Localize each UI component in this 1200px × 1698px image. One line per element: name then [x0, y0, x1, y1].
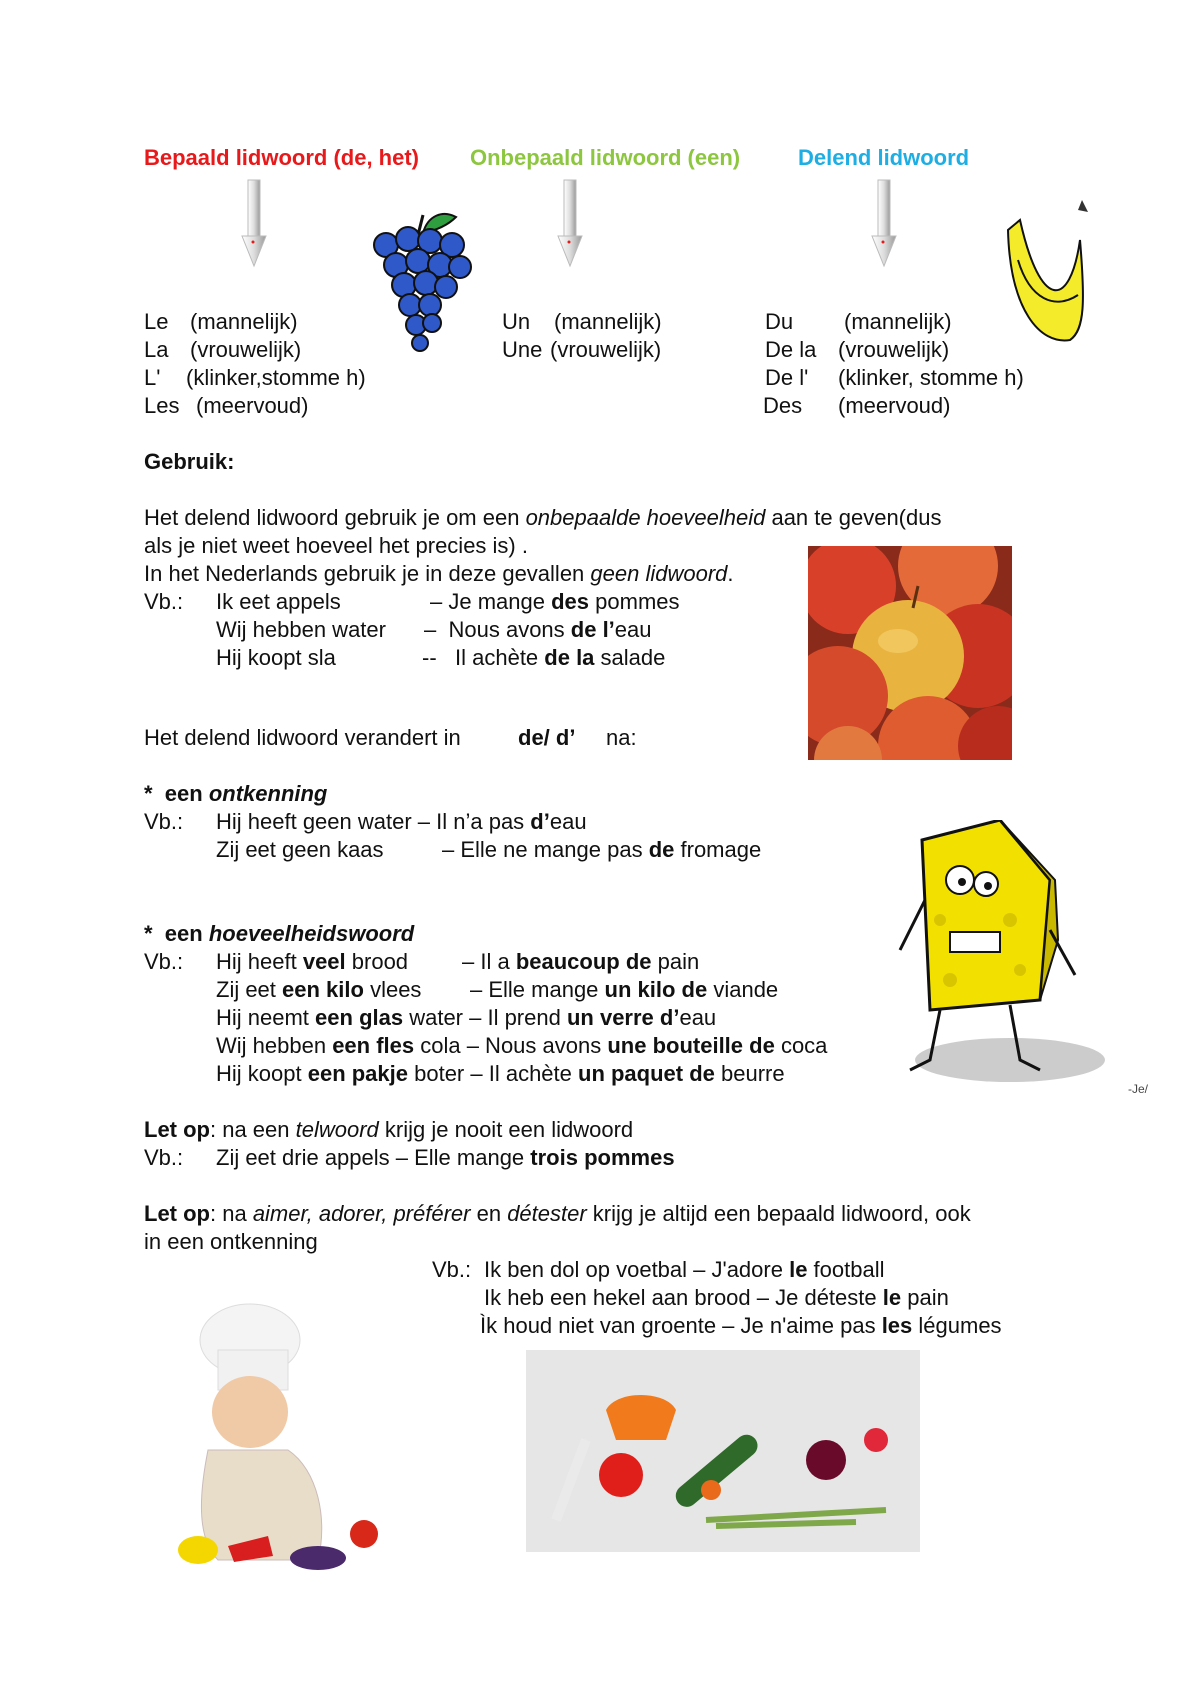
- definite-note: (vrouwelijk): [190, 337, 302, 362]
- definite-form: L': [144, 365, 161, 390]
- vegetables-image: [526, 1350, 920, 1552]
- down-arrow-icon: [556, 178, 586, 270]
- indefinite-form: Une: [502, 337, 543, 362]
- definite-form: Le: [144, 309, 169, 334]
- quantity-example-fr: – Elle mange un kilo de viande: [470, 977, 779, 1002]
- quantity-example: Zij eet een kilo vlees: [216, 977, 422, 1002]
- cheese-signature: -Je/: [1128, 1082, 1149, 1096]
- note-line: in een ontkenning: [144, 1229, 318, 1254]
- partitive-note: (klinker, stomme h): [838, 365, 1024, 390]
- quantity-example: Wij hebben een fles cola – Nous avons une bouteille de coca: [216, 1033, 828, 1058]
- example-nl: Wij hebben water: [216, 617, 386, 642]
- usage-line: als je niet weet hoeveel het precies is) .: [144, 533, 528, 558]
- example-fr: -- Il achète de la salade: [422, 645, 666, 670]
- down-arrow-icon: [870, 178, 900, 270]
- example-fr: – Je mange des pommes: [430, 589, 680, 614]
- partitive-note: (meervoud): [838, 393, 951, 418]
- definite-note: (mannelijk): [190, 309, 298, 334]
- negation-title: * een ontkenning: [144, 781, 328, 806]
- usage-title: Gebruik:: [144, 449, 235, 474]
- partitive-note: (mannelijk): [844, 309, 952, 334]
- quantity-example-fr: – Il a beaucoup de pain: [462, 949, 700, 974]
- quantity-example: Hij koopt een pakje boter – Il achète un paquet de beurre: [216, 1061, 785, 1086]
- negation-example: Hij heeft geen water – Il n’a pas d’eau: [216, 809, 587, 834]
- note-line: Let op: na een telwoord krijg je nooit een lidwoord: [144, 1117, 634, 1142]
- note-example: Zij eet drie appels – Elle mange trois pommes: [216, 1145, 675, 1170]
- partitive-form: De la: [765, 337, 817, 362]
- vb-label: Vb.:: [144, 589, 184, 614]
- indefinite-note: (mannelijk): [554, 309, 662, 334]
- negation-example: – Elle ne mange pas de fromage: [442, 837, 762, 862]
- example-nl: Ik eet appels: [216, 589, 341, 614]
- down-arrow-icon: [240, 178, 270, 270]
- note-example: Ik ben dol op voetbal – J'adore le football: [484, 1257, 885, 1282]
- change-article: de/ d’: [518, 725, 576, 750]
- heading-indefinite: Onbepaald lidwoord (een): [470, 145, 741, 170]
- indefinite-note: (vrouwelijk): [550, 337, 662, 362]
- banana-image: [1000, 200, 1090, 350]
- change-line: na:: [606, 725, 637, 750]
- vb-label: Vb.:: [144, 1145, 184, 1170]
- vb-label: Vb.:: [144, 809, 184, 834]
- grapes-image: [368, 205, 478, 355]
- heading-definite: Bepaald lidwoord (de, het): [144, 145, 420, 170]
- usage-line: In het Nederlands gebruik je in deze gevallen geen lidwoord.: [144, 561, 734, 586]
- definite-form: La: [144, 337, 169, 362]
- quantity-example: Hij neemt een glas water – Il prend un verre d’eau: [216, 1005, 717, 1030]
- quantity-example: Hij heeft veel brood: [216, 949, 409, 974]
- example-fr: – Nous avons de l’eau: [424, 617, 652, 642]
- note-line: Let op: na aimer, adorer, préférer en détester krijg je altijd een bepaald lidwoord, ook: [144, 1201, 971, 1226]
- definite-note: (meervoud): [196, 393, 309, 418]
- apples-image: [808, 546, 1012, 760]
- definite-form: Les: [144, 393, 180, 418]
- usage-line: Het delend lidwoord gebruik je om een onbepaalde hoeveelheid aan te geven(dus: [144, 505, 942, 530]
- partitive-form: De l': [765, 365, 809, 390]
- example-nl: Hij koopt sla: [216, 645, 336, 670]
- change-line: Het delend lidwoord verandert in: [144, 725, 461, 750]
- vb-label: Vb.:: [144, 949, 184, 974]
- partitive-form: Du: [765, 309, 794, 334]
- vb-label: Vb.:: [432, 1257, 472, 1282]
- partitive-note: (vrouwelijk): [838, 337, 950, 362]
- note-example: Ìk houd niet van groente – Je n'aime pas les légumes: [480, 1313, 1002, 1338]
- cheese-character-image: [890, 820, 1150, 1100]
- indefinite-form: Un: [502, 309, 531, 334]
- negation-example: Zij eet geen kaas: [216, 837, 384, 862]
- note-example: Ik heb een hekel aan brood – Je déteste le pain: [484, 1285, 949, 1310]
- heading-partitive: Delend lidwoord: [798, 145, 970, 170]
- quantity-title: * een hoeveelheidswoord: [144, 921, 415, 946]
- definite-note: (klinker,stomme h): [186, 365, 366, 390]
- child-chef-image: [158, 1300, 388, 1582]
- partitive-form: Des: [763, 393, 803, 418]
